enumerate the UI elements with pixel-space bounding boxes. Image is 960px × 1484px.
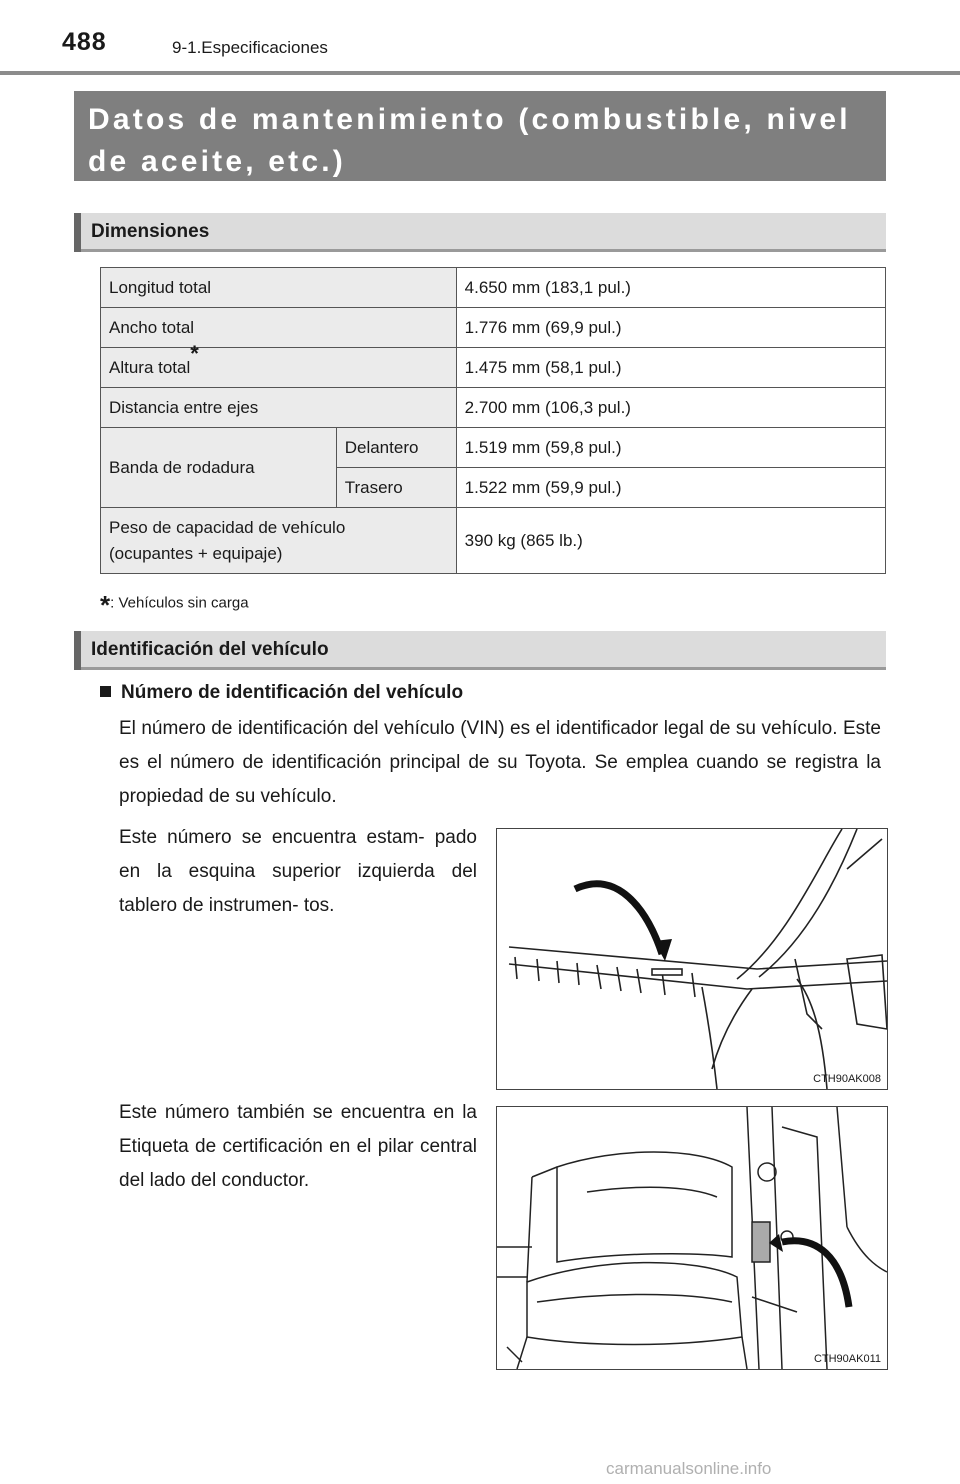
table-row bbox=[101, 388, 886, 428]
row-label-line1: Peso de capacidad de vehículo bbox=[109, 517, 346, 537]
table-row bbox=[101, 428, 886, 468]
row-label bbox=[101, 340, 457, 388]
dashboard-vin-illustration bbox=[496, 828, 888, 1090]
dimensions-table bbox=[100, 267, 886, 574]
banner-title-line2: de aceite, etc.) bbox=[88, 145, 346, 178]
row-value: 2.700 mm (106,3 pul.) bbox=[456, 388, 885, 428]
table-row bbox=[101, 508, 886, 574]
row-label: Banda de rodadura bbox=[101, 428, 337, 508]
title-banner bbox=[74, 91, 886, 181]
figure-code: CTH90AK011 bbox=[813, 1353, 881, 1365]
row-sublabel: Trasero bbox=[336, 468, 456, 508]
row-value: 1.522 mm (59,9 pul.) bbox=[456, 468, 885, 508]
row-value: 1.519 mm (59,8 pul.) bbox=[456, 428, 885, 468]
footnote-star: * bbox=[100, 590, 111, 620]
row-label-line2: (ocupantes + equipaje) bbox=[109, 543, 283, 563]
row-label bbox=[101, 508, 457, 574]
door-pillar-vin-illustration bbox=[496, 1106, 888, 1370]
banner-title-line1: Datos de mantenimiento (combustible, nivel bbox=[88, 103, 851, 136]
header-rule bbox=[0, 71, 960, 75]
pillar-location-paragraph: Este número también se encuentra en la Etiqueta de certificación en el pilar central del lado del conductor. bbox=[119, 1102, 477, 1191]
dashboard-location-paragraph: Este número se encuentra estam- pado en la esquina superior izquierda del tablero de instrumen- tos. bbox=[119, 827, 477, 916]
banner-title bbox=[88, 99, 878, 183]
table-row bbox=[101, 268, 886, 308]
table-row bbox=[101, 308, 886, 348]
row-value: 4.650 mm (183,1 pul.) bbox=[456, 268, 885, 308]
row-label: Ancho total bbox=[101, 308, 457, 348]
vin-bullet-text: Número de identificación del vehículo bbox=[121, 682, 464, 703]
watermark: carmanualsonline.info bbox=[606, 1459, 772, 1478]
footnote-marker: * bbox=[190, 340, 199, 366]
vin-paragraph: El número de identificación del vehículo (VIN) es el identificador legal de su vehículo. Este es el número de identificación principal de su Toyota. Se emplea cuando se registra la propiedad de su vehículo. bbox=[119, 718, 881, 807]
heading-accent-bar bbox=[74, 213, 81, 252]
figure-code: CTH90AK008 bbox=[813, 1073, 881, 1085]
row-label: Distancia entre ejes bbox=[101, 388, 457, 428]
dimensions-heading bbox=[74, 213, 886, 252]
dimensions-heading-text: Dimensiones bbox=[91, 221, 210, 242]
section-name: 9-1.Especificaciones bbox=[172, 38, 328, 57]
row-sublabel: Delantero bbox=[336, 428, 456, 468]
row-label: Longitud total bbox=[101, 268, 457, 308]
dashboard-drawing bbox=[497, 829, 887, 1089]
identification-heading bbox=[74, 631, 886, 670]
page-number: 488 bbox=[62, 28, 107, 56]
vin-bullet-heading bbox=[100, 682, 463, 704]
row-value: 390 kg (865 lb.) bbox=[456, 508, 885, 574]
seat-and-pillar-drawing bbox=[497, 1107, 887, 1369]
table-row bbox=[101, 348, 886, 388]
row-value: 1.776 mm (69,9 pul.) bbox=[456, 308, 885, 348]
row-value: 1.475 mm (58,1 pul.) bbox=[456, 348, 885, 388]
row-label-text: Altura total bbox=[109, 357, 191, 377]
footnote bbox=[100, 588, 249, 619]
square-bullet-icon bbox=[100, 686, 111, 697]
heading-accent-bar bbox=[74, 631, 81, 670]
identification-heading-text: Identificación del vehículo bbox=[91, 639, 329, 660]
footnote-text: : Vehículos sin carga bbox=[110, 594, 249, 612]
